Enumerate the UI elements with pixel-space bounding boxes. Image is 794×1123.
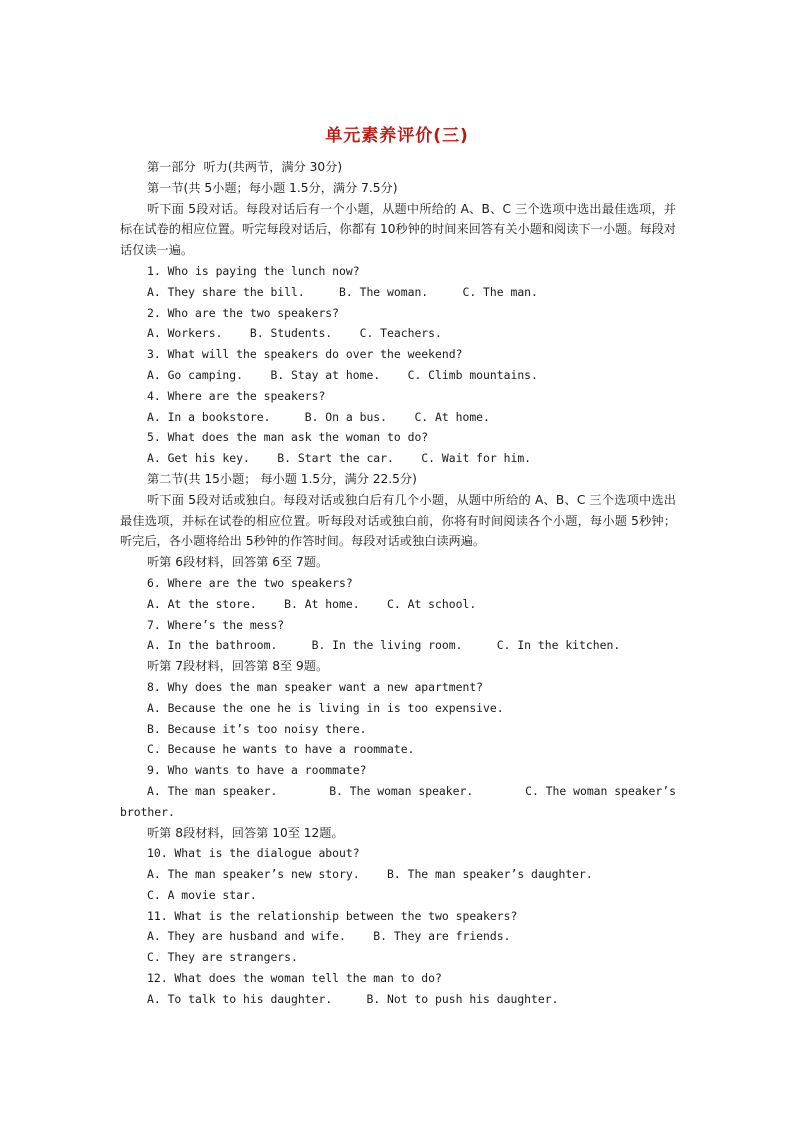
question: 6. Where are the two speakers? [147, 575, 353, 590]
answer-options: A. Get his key. B. Start the car. C. Wait for him. [147, 451, 532, 466]
answer-options: A. They share the bill. B. The woman. C. The man. [147, 284, 538, 299]
answer-options: A. They are husband and wife. B. They are friends. [147, 929, 511, 944]
answer-option: B. Because it’s too noisy there. [147, 721, 367, 736]
answer-option: B. The woman speaker. [329, 783, 474, 798]
material-heading: 听第 6段材料，回答第 6至 7题。 [147, 555, 329, 570]
question: 1. Who is paying the lunch now? [147, 263, 360, 278]
section-instructions: 听下面 5段对话或独白。每段对话或独白后有几个小题，从题中所给的 A、B、C 三个选项中选出最佳选项，并标在试卷的相应位置。听每段对话或独白前，你将有时间阅读各个小题，每小题 5秒钟； 听完后，各小题将给出 5秒钟的作答时间。每段对话或独白读两遍。 [120, 492, 676, 549]
answer-option-continued: brother. [120, 804, 175, 819]
material-heading: 听第 7段材料，回答第 8至 9题。 [147, 659, 329, 674]
answer-options: A. Workers. B. Students. C. Teachers. [147, 326, 442, 341]
answer-options: A. In the bathroom. B. In the living room. C. In the kitchen. [147, 638, 621, 653]
answer-option: C. The woman speaker’s [525, 783, 676, 798]
question: 4. Where are the speakers? [147, 388, 326, 403]
question: 11. What is the relationship between the two speakers? [147, 908, 518, 923]
section-heading: 第二节(共 15小题； 每小题 1.5分，满分 22.5分) [147, 471, 417, 486]
question: 9. Who wants to have a roommate? [147, 763, 367, 778]
section-heading: 第一节(共 5小题；每小题 1.5分，满分 7.5分) [147, 180, 398, 195]
answer-options: A. To talk to his daughter. B. Not to push his daughter. [147, 991, 559, 1006]
question: 2. Who are the two speakers? [147, 305, 340, 320]
section-instructions: 听下面 5段对话。每段对话后有一个小题，从题中所给的 A、B、C 三个选项中选出最佳选项，并标在试卷的相应位置。听完每段对话后，你都有 10秒钟的时间来回答有关小题和阅读下一小题。每段对话仅读一遍。 [120, 201, 676, 258]
part-heading: 第一部分 听力(共两节，满分 30分) [147, 160, 343, 174]
answer-options: A. In a bookstore. B. On a bus. C. At home. [147, 409, 490, 424]
answer-options: A. The man speaker’s new story. B. The man speaker’s daughter. [147, 867, 593, 882]
answer-option: C. Because he wants to have a roommate. [147, 742, 415, 757]
question: 12. What does the woman tell the man to do? [147, 971, 442, 986]
material-heading: 听第 8段材料，回答第 10至 12题。 [147, 825, 344, 840]
document-body [120, 157, 676, 1010]
answer-options [120, 781, 676, 802]
answer-option: C. They are strangers. [147, 950, 298, 965]
question: 8. Why does the man speaker want a new apartment? [147, 679, 484, 694]
question: 5. What does the man ask the woman to do? [147, 430, 429, 445]
page-title: 单元素养评价(三) [325, 126, 469, 146]
answer-options: A. Go camping. B. Stay at home. C. Climb mountains. [147, 367, 538, 382]
question: 3. What will the speakers do over the weekend? [147, 347, 463, 362]
question: 10. What is the dialogue about? [147, 846, 360, 861]
answer-option: A. The man speaker. [147, 783, 278, 798]
answer-option: C. A movie star. [147, 887, 257, 902]
answer-option: A. Because the one he is living in is too expensive. [147, 700, 504, 715]
answer-options: A. At the store. B. At home. C. At school. [147, 596, 477, 611]
question: 7. Where’s the mess? [147, 617, 285, 632]
